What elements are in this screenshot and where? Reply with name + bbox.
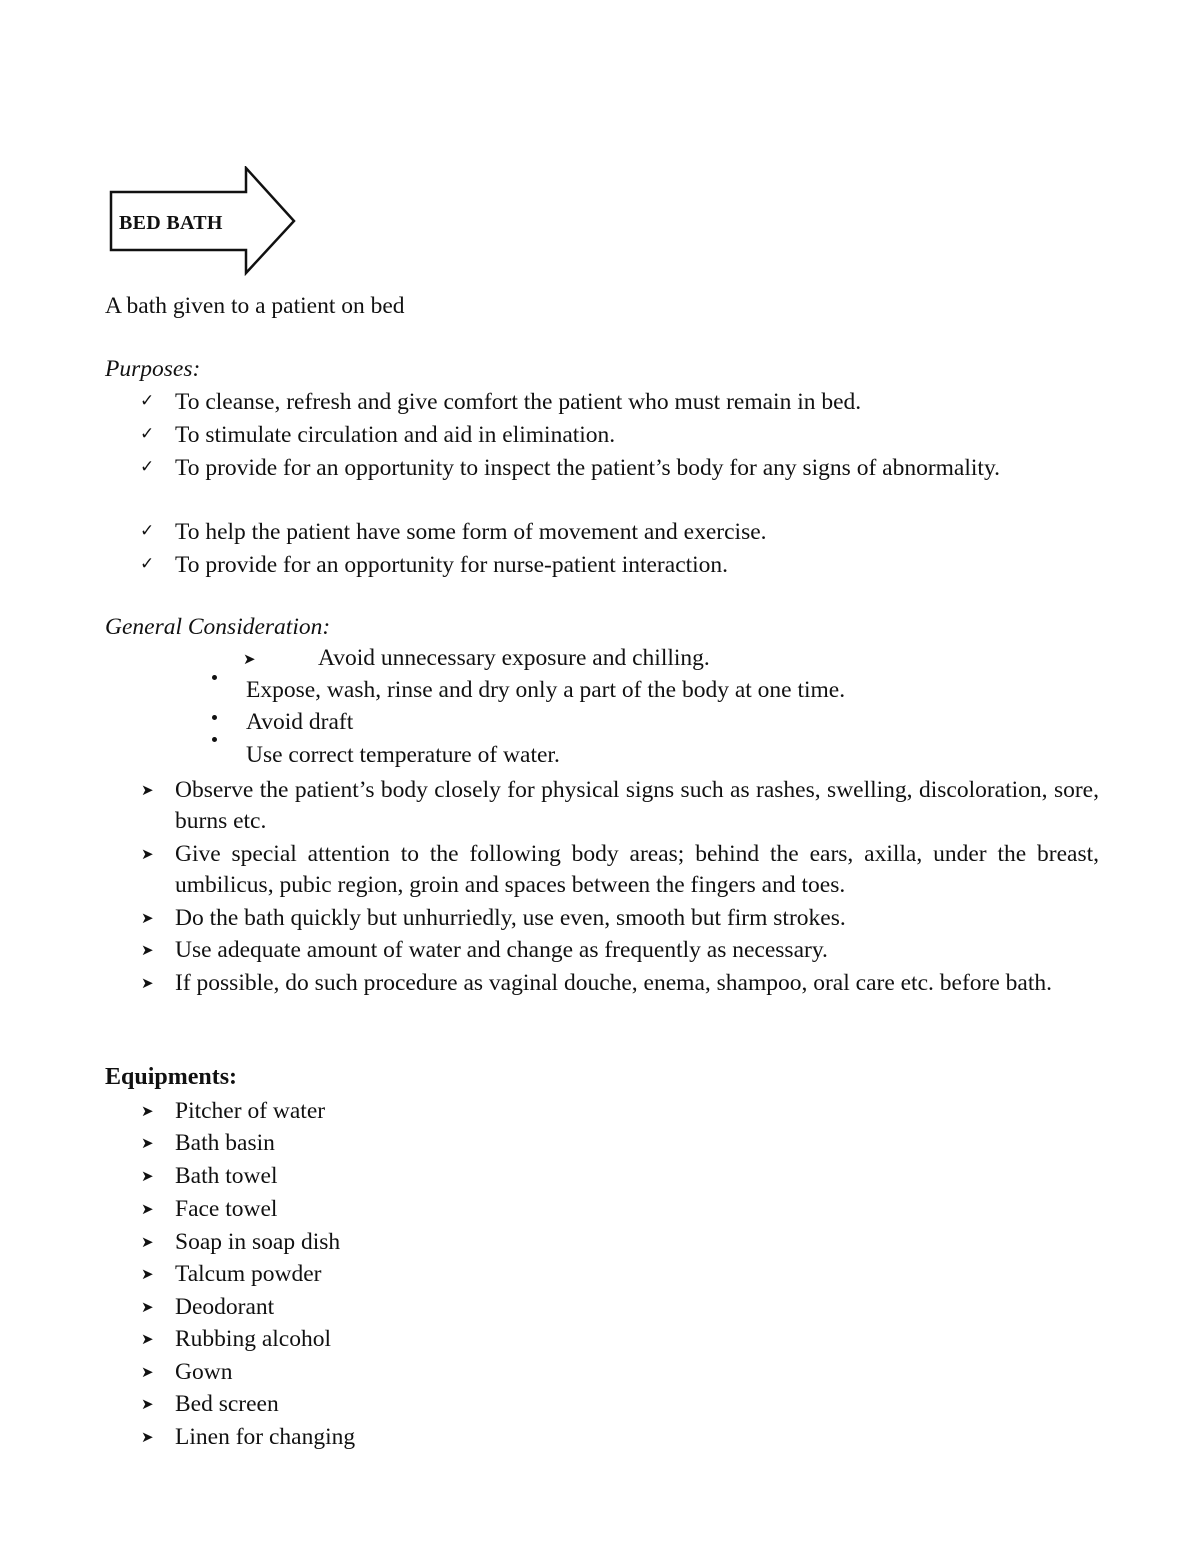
check-icon: ✓ (140, 554, 155, 574)
list-item-text: Do the bath quickly but unhurriedly, use even, smooth but firm strokes. (175, 905, 846, 931)
list-item-text: To stimulate circulation and aid in elimination. (175, 422, 616, 448)
list-item-text: Face towel (175, 1196, 278, 1222)
bullet-dot-icon (212, 675, 217, 680)
arrow-bullet-icon: ➤ (141, 974, 154, 992)
arrow-bullet-icon: ➤ (141, 1167, 154, 1185)
list-item-text: Deodorant (175, 1294, 275, 1320)
list-item-text: To cleanse, refresh and give comfort the patient who must remain in bed. (175, 389, 862, 415)
list-item-text: Gown (175, 1359, 233, 1385)
equipments-heading: Equipments: (105, 1064, 238, 1090)
list-item-text: Avoid draft (246, 709, 354, 735)
list-item-text: Linen for changing (175, 1424, 356, 1450)
list-item-text: To provide for an opportunity for nurse-patient interaction. (175, 552, 729, 578)
page-title: BED BATH (119, 212, 223, 234)
list-item-text: Bed screen (175, 1391, 279, 1417)
list-item-text: To help the patient have some form of movement and exercise. (175, 519, 767, 545)
bullet-dot-icon (212, 737, 217, 742)
arrow-bullet-icon: ➤ (141, 781, 154, 799)
check-icon: ✓ (140, 391, 155, 411)
list-item-text: Use adequate amount of water and change as frequently as necessary. (175, 937, 828, 963)
list-item-text: Talcum powder (175, 1261, 322, 1287)
list-item-text: Avoid unnecessary exposure and chilling. (318, 645, 710, 671)
check-icon: ✓ (140, 521, 155, 541)
arrow-bullet-icon: ➤ (141, 1233, 154, 1251)
list-item-text: To provide for an opportunity to inspect the patient’s body for any signs of abnormality. (175, 455, 1001, 481)
arrow-bullet-icon: ➤ (141, 1200, 154, 1218)
intro-text: A bath given to a patient on bed (105, 293, 405, 319)
arrow-bullet-icon: ➤ (141, 1330, 154, 1348)
arrow-bullet-icon: ➤ (243, 650, 256, 668)
list-item-text: Observe the patient’s body closely for physical signs such as rashes, swelling, discoloration, sore, burns etc. (175, 777, 1099, 834)
arrow-bullet-icon: ➤ (141, 1363, 154, 1381)
arrow-bullet-icon: ➤ (141, 1134, 154, 1152)
list-item-text: Use correct temperature of water. (246, 742, 560, 768)
title-arrow (108, 166, 298, 276)
list-item-text: Rubbing alcohol (175, 1326, 331, 1352)
purposes-heading: Purposes: (105, 356, 201, 382)
arrow-bullet-icon: ➤ (141, 1102, 154, 1120)
arrow-bullet-icon: ➤ (141, 1395, 154, 1413)
check-icon: ✓ (140, 457, 155, 477)
check-icon: ✓ (140, 424, 155, 444)
arrow-bullet-icon: ➤ (141, 1428, 154, 1446)
list-item-text: Expose, wash, rinse and dry only a part of the body at one time. (246, 677, 846, 703)
bullet-dot-icon (212, 715, 217, 720)
list-item-text: Bath towel (175, 1163, 278, 1189)
arrow-bullet-icon: ➤ (141, 909, 154, 927)
list-item-text: Pitcher of water (175, 1098, 326, 1124)
arrow-bullet-icon: ➤ (141, 1265, 154, 1283)
arrow-bullet-icon: ➤ (141, 1298, 154, 1316)
considerations-heading: General Consideration: (105, 614, 331, 640)
list-item-text: If possible, do such procedure as vaginal douche, enema, shampoo, oral care etc. before bath. (175, 970, 1052, 996)
list-item-text: Give special attention to the following body areas; behind the ears, axilla, under the breast, umbilicus, pubic region, groin and spaces between the fingers and toes. (175, 841, 1099, 898)
list-item-text: Bath basin (175, 1130, 275, 1156)
arrow-bullet-icon: ➤ (141, 941, 154, 959)
arrow-bullet-icon: ➤ (141, 845, 154, 863)
list-item-text: Soap in soap dish (175, 1229, 341, 1255)
